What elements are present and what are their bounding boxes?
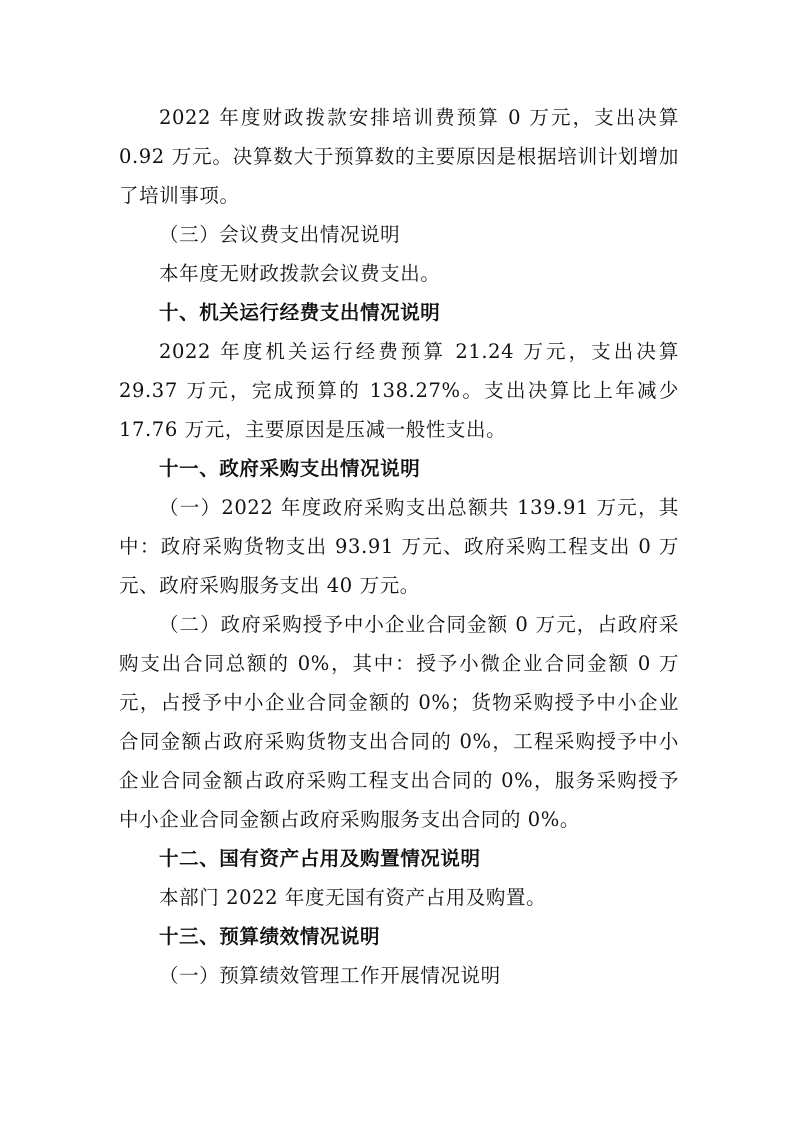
meeting-fee-paragraph: 本年度无财政拨款会议费支出。 xyxy=(159,262,441,285)
section-11-paragraph-a: （一）2022 年度政府采购支出总额共 139.91 万元，其中：政府采购货物支出 93.91 万元、政府采购工程支出 0 万元、政府采购服务支出 40 万元。 xyxy=(119,496,679,597)
section-12-paragraph: 本部门 2022 年度无国有资产占用及购置。 xyxy=(159,886,547,909)
section-13-subheading-1: （一）预算绩效管理工作开展情况说明 xyxy=(159,964,501,987)
section-11-paragraph-b: （二）政府采购授予中小企业合同金额 0 万元，占政府采购支出合同总额的 0%，其中：授予小微企业合同金额 0 万元，占授予中小企业合同金额的 0%；货物采购授予中小企业合同金额占政府采购货物支出合同的 0%，工程采购授予中小企业合同金额占政府采购工程支出合同的 0%，服务采购授予中小企业合同金额占政府采购服务支出合同的 0%。 xyxy=(119,613,679,831)
section-11-heading: 十一、政府采购支出情况说明 xyxy=(159,457,421,480)
meeting-fee-subheading: （三）会议费支出情况说明 xyxy=(159,223,401,246)
document-body xyxy=(119,98,679,995)
section-10-paragraph: 2022 年度机关运行经费预算 21.24 万元，支出决算 29.37 万元，完成预算的 138.27%。支出决算比上年减少 17.76 万元，主要原因是压减一般性支出。 xyxy=(119,340,679,441)
training-fee-paragraph: 2022 年度财政拨款安排培训费预算 0 万元，支出决算 0.92 万元。决算数大于预算数的主要原因是根据培训计划增加了培训事项。 xyxy=(119,106,679,207)
section-12-heading: 十二、国有资产占用及购置情况说明 xyxy=(159,847,481,870)
section-13-heading: 十三、预算绩效情况说明 xyxy=(159,925,381,948)
section-10-heading: 十、机关运行经费支出情况说明 xyxy=(159,301,441,324)
